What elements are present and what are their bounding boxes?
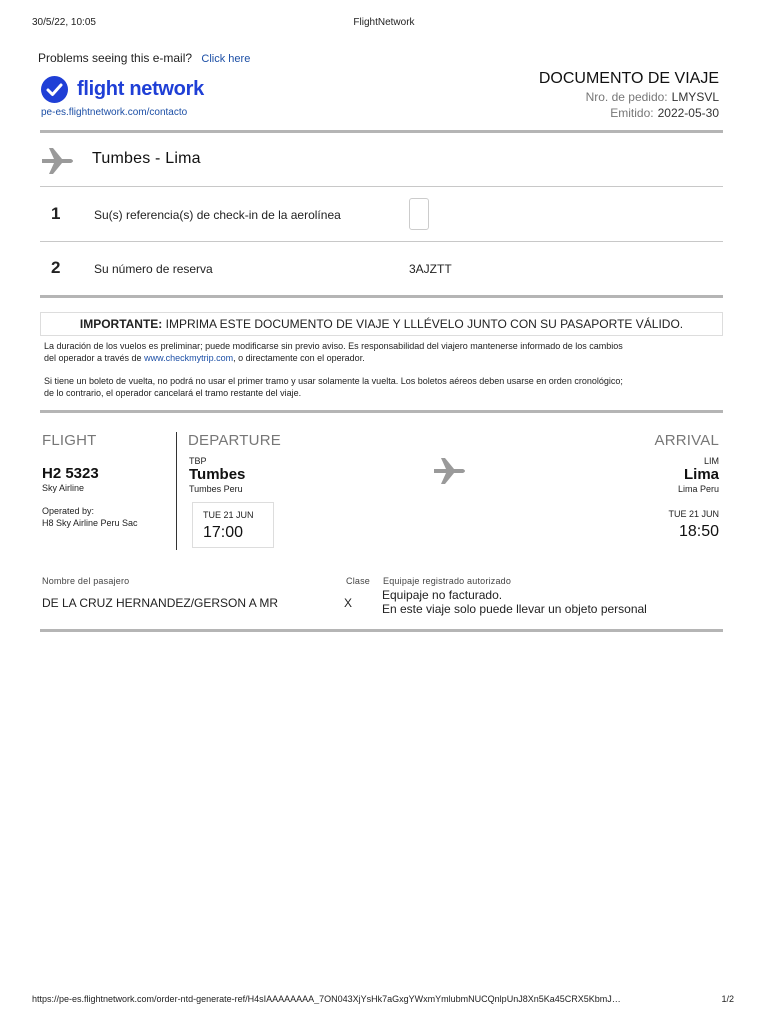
notice-duration-text: del operador a través de [44, 353, 142, 363]
column-divider [176, 432, 177, 550]
baggage-line-2: En este viaje solo puede llevar un objeto personal [382, 602, 647, 616]
order-number-value: LMYSVL [671, 90, 719, 104]
class-value: X [344, 596, 353, 610]
logo-check-icon [41, 76, 68, 103]
notice-duration-end: , o directamente con el operador. [233, 353, 365, 363]
notice-return-ticket [44, 375, 724, 399]
checkmytrip-link[interactable]: www.checkmytrip.com [144, 353, 234, 363]
flight-airplane-icon [431, 456, 469, 486]
divider [40, 241, 723, 242]
notice-duration-line2 [44, 352, 724, 364]
flight-header: FLIGHT [42, 432, 97, 449]
flight-network-logo [41, 75, 204, 103]
print-page-title: FlightNetwork [353, 17, 415, 28]
notice-duration [44, 340, 724, 364]
print-datetime: 30/5/22, 10:05 [32, 17, 96, 28]
issued-date-row [610, 106, 719, 120]
document-title: DOCUMENTO DE VIAJE [538, 70, 719, 87]
departure-code: TBP [189, 456, 207, 466]
brand-name: flight network [77, 77, 204, 100]
departure-country: Tumbes Peru [189, 484, 243, 494]
reservation-number-label: Su número de reserva [94, 262, 213, 276]
section-divider [40, 629, 723, 632]
important-text: IMPRIMA ESTE DOCUMENTO DE VIAJE Y LLLÉVELO JUNTO CON SU PASAPORTE VÁLIDO. [165, 317, 684, 331]
order-number-row [586, 90, 719, 104]
order-number-label: Nro. de pedido: [585, 90, 668, 104]
operated-by-value: H8 Sky Airline Peru Sac [42, 518, 138, 528]
email-notice [38, 51, 250, 65]
step-number-1: 1 [51, 204, 61, 223]
passenger-name-header: Nombre del pasajero [42, 576, 130, 586]
arrival-code: LIM [703, 456, 719, 466]
arrival-time: 18:50 [678, 523, 719, 540]
route-title: Tumbes - Lima [92, 150, 201, 167]
notice-duration-line1: La duración de los vuelos es preliminar; puede modificarse sin previo aviso. Es responsabilidad del viajero mantenerse informado de los cambios [44, 341, 623, 351]
issued-value: 2022-05-30 [657, 106, 719, 120]
notice-return-line1: Si tiene un boleto de vuelta, no podrá no usar el primer tramo y usar solamente la vuelta. Los boletos aéreos deben usarse en orden cronológico; [44, 376, 623, 386]
step-number-2: 2 [51, 258, 61, 277]
click-here-link[interactable]: Click here [201, 53, 251, 65]
airplane-icon [40, 146, 76, 176]
important-banner [40, 312, 723, 336]
contact-link[interactable]: pe-es.flightnetwork.com/contacto [41, 107, 188, 118]
section-divider [40, 295, 723, 298]
arrival-date: TUE 21 JUN [668, 509, 719, 519]
divider [40, 186, 723, 187]
passenger-name: DE LA CRUZ HERNANDEZ/GERSON A MR [42, 596, 279, 610]
reservation-number-value: 3AJZTT [409, 262, 452, 276]
operated-by-label: Operated by: [42, 506, 95, 516]
baggage-line-1: Equipaje no facturado. [382, 588, 503, 602]
flight-number: H2 5323 [42, 465, 99, 482]
print-page-number: 1/2 [721, 994, 734, 1004]
arrival-country: Lima Peru [677, 484, 719, 494]
section-divider [40, 130, 723, 133]
departure-time: 17:00 [203, 524, 244, 541]
departure-time-box [192, 502, 274, 548]
issued-label: Emitido: [610, 106, 654, 120]
departure-date: TUE 21 JUN [203, 510, 254, 520]
baggage-header: Equipaje registrado autorizado [383, 576, 512, 586]
checkin-reference-label: Su(s) referencia(s) de check-in de la aerolínea [94, 208, 341, 222]
class-header: Clase [346, 576, 371, 586]
departure-city: Tumbes [189, 466, 246, 483]
airline-name: Sky Airline [42, 483, 85, 493]
notice-return-line2: de lo contrario, el operador cancelará el tramo restante del viaje. [44, 388, 302, 398]
departure-header: DEPARTURE [188, 432, 281, 449]
section-divider [40, 410, 723, 413]
email-notice-text: Problems seeing this e-mail? [38, 51, 193, 65]
arrival-header: ARRIVAL [654, 432, 719, 449]
important-prefix: IMPORTANTE: [79, 317, 163, 331]
checkin-reference-box [409, 198, 429, 230]
arrival-city: Lima [683, 466, 719, 483]
print-footer-url: https://pe-es.flightnetwork.com/order-ntd-generate-ref/H4sIAAAAAAAA_7ON043XjYsHk7aGxgYWxmYmlubmNUCQnlpUnJ8Xn5Ka45CRX5KbmJ… [32, 994, 621, 1004]
